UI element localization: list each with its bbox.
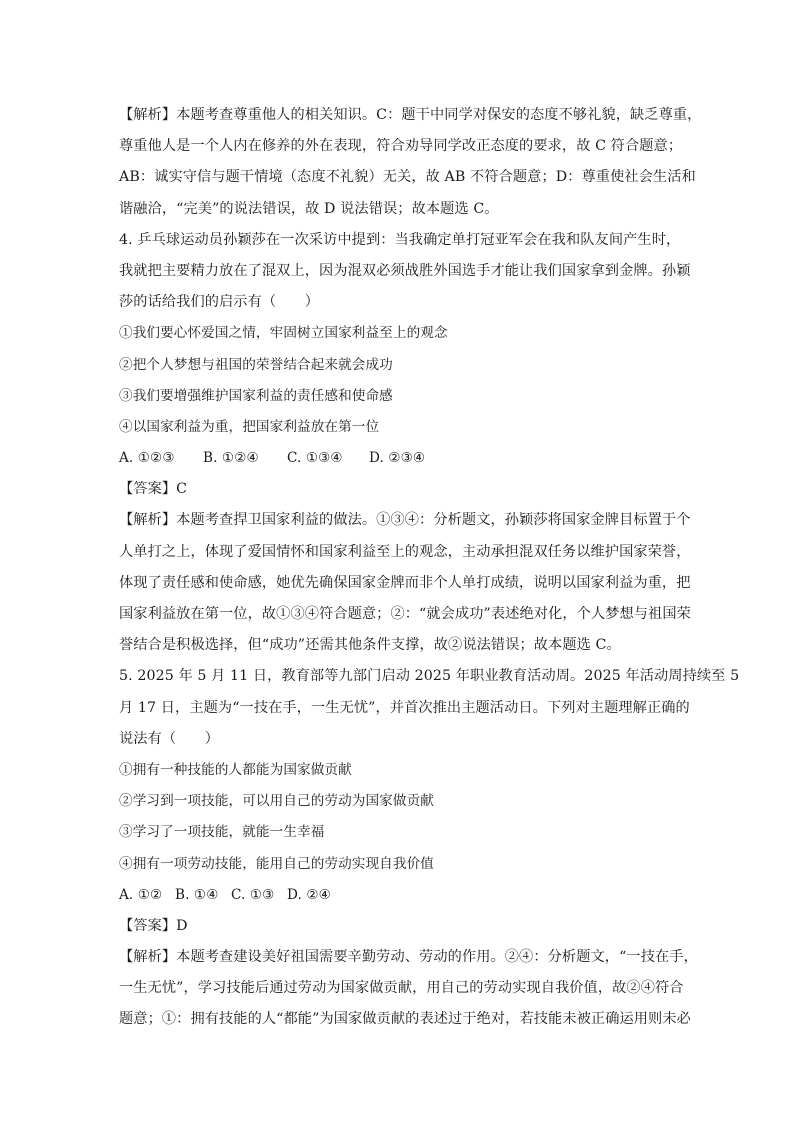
q3-analysis (119, 100, 702, 225)
analysis-line: 谐融洽，“完美”的说法错误，故 D 说法错误；故本题选 C。 (119, 200, 499, 217)
statement-item: ①拥有一种技能的人都能为国家做贡献 (119, 761, 352, 778)
choice-a: A. ①② (119, 886, 163, 903)
choice-b: B. ①②④ (203, 450, 259, 467)
choice-c: C. ①③ (231, 886, 275, 903)
analysis-line: 一生无忧”，学习技能后通过劳动为国家做贡献，用自己的劳动实现自我价值，故②④符合 (119, 980, 684, 997)
analysis-line: 【解析】本题考查捍卫国家利益的做法。①③④：分析题文，孙颖莎将国家金牌目标置于个 (119, 512, 691, 529)
analysis-line: AB：诚实守信与题干情境（态度不礼貌）无关，故 AB 不符合题意；D：尊重使社会生活和 (119, 169, 696, 186)
analysis-line: 【解析】本题考查建设美好祖国需要辛勤劳动、劳动的作用。②④：分析题文，“一技在手， (119, 949, 698, 966)
answer-line: 【答案】C (119, 481, 188, 498)
analysis-line: 誉结合是积极选择，但“成功”还需其他条件支撑，故②说法错误；故本题选 C。 (119, 637, 621, 654)
document-page (119, 100, 740, 1036)
statement-item: ④拥有一项劳动技能，能用自己的劳动实现自我价值 (119, 855, 434, 872)
analysis-line: 尊重他人是一个人内在修养的外在表现，符合劝导同学改正态度的要求，故 C 符合题意； (119, 138, 683, 155)
choice-d: D. ②④ (287, 886, 331, 903)
choice-d: D. ②③④ (369, 450, 426, 467)
question-stem-line: 莎的话给我们的启示有（ ） (119, 294, 320, 311)
analysis-line: 人单打之上，体现了爱国情怀和国家利益至上的观念，主动承担混双任务以维护国家荣誉， (119, 543, 691, 560)
question-4 (119, 225, 691, 662)
answer-choices (119, 443, 679, 474)
choice-b: B. ①④ (175, 886, 219, 903)
question-stem-line: 我就把主要精力放在了混双上，因为混双必须战胜外国选手才能让我们国家拿到金牌。孙颖 (119, 262, 691, 279)
choice-c: C. ①③④ (287, 450, 343, 467)
analysis-line: 题意；①：拥有技能的人“都能”为国家做贡献的表述过于绝对，若技能未被正确运用则未必 (119, 1011, 691, 1028)
statement-item: ②把个人梦想与祖国的荣誉结合起来就会成功 (119, 356, 393, 373)
statement-item: ③我们要增强维护国家利益的责任感和使命感 (119, 387, 393, 404)
analysis-line: 国家利益放在第一位，故①③④符合题意；②：“就会成功”表述绝对化，个人梦想与祖国荣 (119, 606, 691, 622)
analysis-line: 【解析】本题考查尊重他人的相关知识。C：题干中同学对保安的态度不够礼貌，缺乏尊重， (119, 107, 702, 123)
question-stem-line: 5. 2025 年 5 月 11 日，教育部等九部门启动 2025 年职业教育活动周。2025 年活动周持续至 5 (119, 668, 740, 685)
answer-choices (119, 880, 679, 911)
analysis-line: 体现了责任感和使命感，她优先确保国家金牌而非个人单打成绩，说明以国家利益为重，把 (119, 574, 691, 591)
question-5 (119, 661, 740, 1035)
question-stem-line: 月 17 日，主题为“一技在手，一生无忧”，并首次推出主题活动日。下列对主题理解正确的 (119, 699, 690, 716)
answer-line: 【答案】D (119, 917, 188, 934)
statement-item: ②学习到一项技能，可以用自己的劳动为国家做贡献 (119, 793, 434, 810)
statement-item: ①我们要心怀爱国之情，牢固树立国家利益至上的观念 (119, 325, 448, 342)
statement-item: ④以国家利益为重，把国家利益放在第一位 (119, 418, 380, 435)
choice-a: A. ①②③ (119, 450, 175, 467)
question-stem-line: 说法有（ ） (119, 730, 220, 747)
statement-item: ③学习了一项技能，就能一生幸福 (119, 824, 325, 841)
question-stem-line: 4. 乒乓球运动员孙颖莎在一次采访中提到：当我确定单打冠亚军会在我和队友间产生时， (119, 231, 681, 248)
